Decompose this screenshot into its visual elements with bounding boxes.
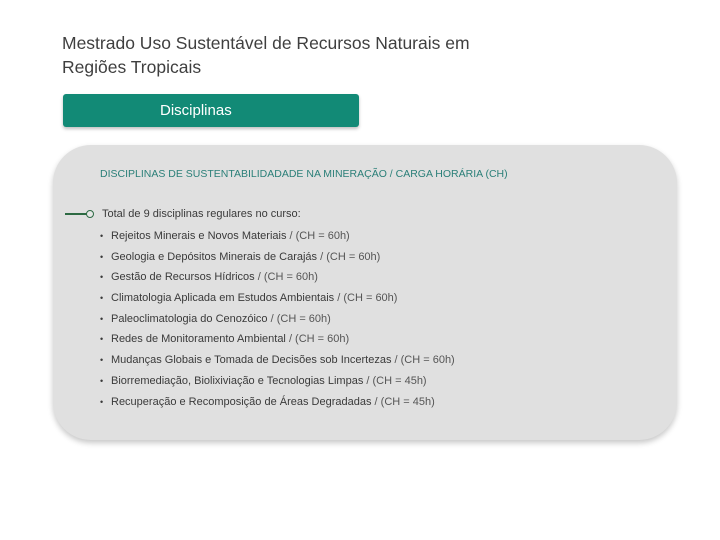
course-item xyxy=(100,374,660,395)
course-name: Gestão de Recursos Hídricos xyxy=(111,271,255,284)
bullet-icon: • xyxy=(100,231,104,241)
course-ch: / (CH = 60h) xyxy=(285,333,350,346)
course-item xyxy=(100,395,660,416)
course-item xyxy=(100,270,660,291)
course-name: Biorremediação, Biolixiviação e Tecnologias Limpas xyxy=(111,374,364,387)
course-name: Paleoclimatologia do Cenozóico xyxy=(111,312,268,325)
course-name: Mudanças Globais e Tomada de Decisões sob Incertezas xyxy=(111,354,392,367)
course-ch: / (CH = 60h) xyxy=(317,250,381,263)
course-item xyxy=(100,229,660,250)
bullet-icon: • xyxy=(100,313,104,324)
course-list xyxy=(100,229,660,415)
course-name: Climatologia Aplicada em Estudos Ambientais xyxy=(111,292,335,305)
course-ch: / (CH = 60h) xyxy=(391,354,455,367)
course-name: Recuperação e Recomposição de Áreas Degradadas xyxy=(111,395,372,408)
page-title-line-1: Mestrado Uso Sustentável de Recursos Naturais em xyxy=(62,33,470,53)
course-ch: / (CH = 60h) xyxy=(254,271,318,284)
bullet-icon: • xyxy=(100,375,104,386)
panel-heading: DISCIPLINAS DE SUSTENTABILIDADADE NA MINERAÇÃO / CARGA HORÁRIA (CH) xyxy=(100,168,508,180)
course-ch: / (CH = 60h) xyxy=(267,312,331,325)
bullet-icon: • xyxy=(100,293,104,304)
course-item xyxy=(100,291,660,312)
course-ch: / (CH = 60h) xyxy=(286,230,350,242)
course-name: Geologia e Depósitos Minerais de Carajás xyxy=(111,250,318,263)
course-item xyxy=(100,332,660,353)
course-name: Redes de Monitoramento Ambiental xyxy=(111,333,286,346)
courses-intro: Total de 9 disciplinas regulares no curso: xyxy=(102,208,301,220)
disciplinas-tab-button[interactable]: Disciplinas xyxy=(63,94,359,127)
connector-dot-icon xyxy=(86,210,94,218)
bullet-icon: • xyxy=(100,334,104,345)
course-item xyxy=(100,250,660,271)
page-title-line-2: Regiões Tropicais xyxy=(62,57,202,77)
course-item xyxy=(100,353,660,374)
course-ch: / (CH = 60h) xyxy=(334,292,398,305)
page-title xyxy=(62,31,622,79)
course-item xyxy=(100,312,660,333)
course-ch: / (CH = 45h) xyxy=(363,374,427,387)
bullet-icon: • xyxy=(100,355,104,366)
bullet-icon: • xyxy=(100,272,104,283)
bullet-icon: • xyxy=(100,251,104,262)
course-ch: / (CH = 45h) xyxy=(371,395,435,408)
bullet-icon: • xyxy=(100,396,104,407)
course-name: Rejeitos Minerais e Novos Materiais xyxy=(111,230,287,242)
